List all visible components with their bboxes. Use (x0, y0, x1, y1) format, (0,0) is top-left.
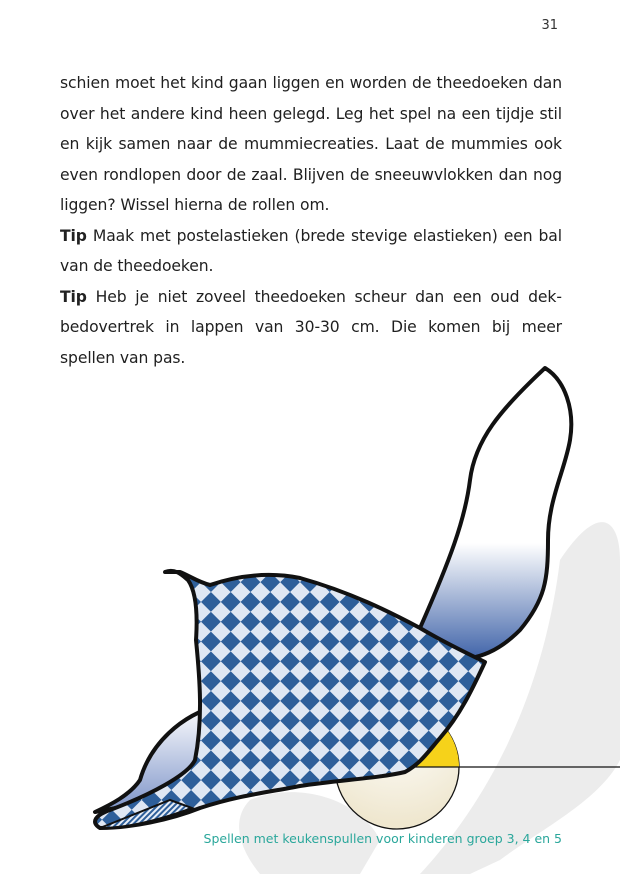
tip-text: Maak met postelastieken (brede stevige elastieken) een bal van de theedoeken. (60, 226, 562, 275)
tip-label: Tip (60, 226, 87, 245)
tip-paragraph (60, 221, 562, 282)
tip-text: Heb je niet zoveel theedoeken scheur dan een oud dekbedovertrek in lappen van 30-30 cm. Die komen bij meer spellen van pas. (60, 287, 562, 367)
body-text (60, 68, 562, 373)
footer: Spellen met keukenspullen voor kinderen groep 3, 4 en 5 (203, 831, 562, 846)
paragraph: schien moet het kind gaan liggen en worden de theedoeken dan over het andere kind heen gelegd. Leg het spel na een tijdje stil en kijk samen naar de mummiecreaties. Laat de mummies ook even rondlopen door de zaal. Blijven de sneeuwvlokken dan nog liggen? Wissel hierna de rollen om. (60, 74, 562, 214)
towel-flap (420, 368, 571, 660)
tip-label: Tip (60, 287, 87, 306)
tea-towel-illustration (0, 355, 620, 874)
page-number: 31 (541, 18, 558, 33)
